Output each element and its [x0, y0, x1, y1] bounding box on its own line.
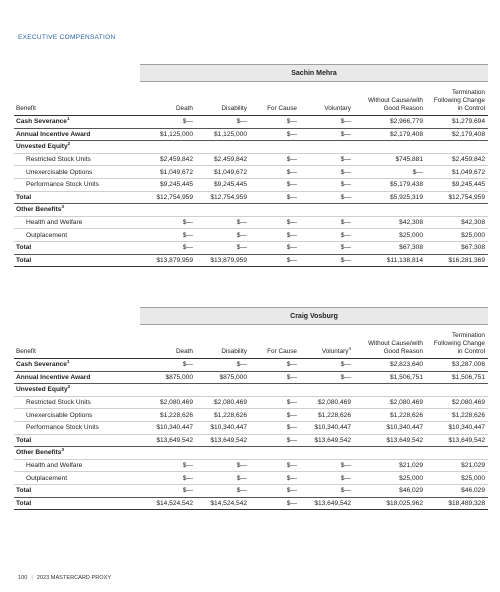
cell-value: $1,279,694	[451, 118, 485, 126]
cell-value: $—	[340, 373, 351, 381]
cell-value: $2,823,640	[389, 361, 423, 369]
cell-value: $25,000	[399, 474, 423, 482]
cell-value: $9,245,445	[213, 181, 247, 189]
cell-value: $2,459,842	[451, 156, 485, 164]
table-row	[14, 447, 488, 460]
footnote-marker: 1	[66, 359, 70, 365]
cell-value: $13,649,542	[156, 436, 193, 444]
cell-value: $10,340,447	[156, 424, 193, 432]
cell-value: $—	[340, 256, 351, 264]
cell-value: $12,754,959	[210, 193, 247, 201]
cell-value: $—	[286, 361, 297, 369]
cell-value: $21,029	[461, 462, 485, 470]
cell-value: $—	[340, 219, 351, 227]
cell-value: $9,245,445	[159, 181, 193, 189]
cell-value: $2,459,842	[213, 156, 247, 164]
cell-value: $25,000	[461, 231, 485, 239]
footnote-marker: 3	[61, 447, 64, 453]
table-row	[14, 204, 488, 217]
col-for-cause: For Cause	[267, 348, 297, 355]
cell-value: $13,879,959	[210, 256, 247, 264]
col-termination-cic: Termination Following Change in Control	[433, 332, 485, 355]
cell-value: $—	[286, 373, 297, 381]
row-label: Total	[16, 499, 32, 507]
row-label: Cash Severance$^1$	[16, 359, 70, 369]
cell-value: $1,049,672	[213, 168, 247, 176]
cell-value: $1,049,672	[451, 168, 485, 176]
cell-value: $1,228,626	[317, 411, 351, 419]
cell-value: $—	[340, 487, 351, 495]
table-row	[14, 129, 488, 142]
col-for-cause: For Cause	[267, 105, 297, 112]
cell-value: $18,025,962	[386, 499, 423, 507]
cell-value: $13,649,542	[314, 436, 351, 444]
cell-value: $10,340,447	[386, 424, 423, 432]
table-row	[14, 166, 488, 179]
cell-value: $—	[182, 462, 193, 470]
row-label: Total	[16, 244, 32, 252]
cell-value: $—	[286, 118, 297, 126]
row-label: Performance Stock Units	[26, 424, 99, 432]
cell-value: $—	[286, 168, 297, 176]
footnote-marker: 2	[67, 384, 71, 390]
table-row	[14, 229, 488, 242]
table-row	[14, 154, 488, 167]
column-header-row	[14, 325, 488, 359]
cell-value: $46,029	[399, 487, 423, 495]
table-row	[14, 217, 488, 230]
row-label: Health and Welfare	[26, 462, 83, 470]
footer-separator: |	[31, 575, 33, 581]
col-voluntary: Voluntary	[324, 105, 351, 112]
cell-value: $10,340,447	[314, 424, 351, 432]
cell-value: $42,308	[461, 219, 485, 227]
cell-value: $—	[286, 231, 297, 239]
cell-value: $11,138,814	[386, 256, 423, 264]
table-row	[14, 422, 488, 435]
footnote-marker: 1	[66, 116, 70, 122]
cell-value: $—	[286, 193, 297, 201]
cell-value: $—	[340, 193, 351, 201]
document-title: 2023 MASTERCARD PROXY	[36, 575, 112, 581]
cell-value: $2,080,469	[317, 399, 351, 407]
table-row	[14, 472, 488, 485]
table-row	[14, 485, 488, 498]
page-number: 100	[18, 575, 28, 581]
cell-value: $18,489,328	[448, 499, 485, 507]
col-disability: Disability	[221, 348, 247, 355]
cell-value: $16,281,369	[448, 256, 485, 264]
row-label: Unvested Equity$^2$	[16, 141, 71, 151]
executive-name: Sachin Mehra	[140, 64, 488, 82]
row-label: Other Benefits$^3$	[16, 204, 64, 214]
cell-value: $42,308	[399, 219, 423, 227]
cell-value: $10,340,447	[210, 424, 247, 432]
table-row	[14, 179, 488, 192]
cell-value: $—	[286, 411, 297, 419]
cell-value: $10,340,447	[448, 424, 485, 432]
cell-value: $12,754,959	[448, 193, 485, 201]
cell-value: $2,179,408	[389, 130, 423, 138]
cell-value: $875,000	[165, 373, 193, 381]
cell-value: $—	[340, 474, 351, 482]
table-row	[14, 498, 488, 511]
cell-value: $875,000	[219, 373, 247, 381]
cell-value: $21,029	[399, 462, 423, 470]
row-label: Unvested Equity$^2$	[16, 384, 71, 394]
cell-value: $2,179,408	[451, 130, 485, 138]
table-body	[14, 116, 488, 267]
cell-value: $1,049,672	[159, 168, 193, 176]
cell-value: $—	[286, 219, 297, 227]
row-label: Other Benefits$^3$	[16, 447, 64, 457]
cell-value: $1,228,626	[451, 411, 485, 419]
cell-value: $—	[286, 436, 297, 444]
cell-value: $—	[340, 361, 351, 369]
cell-value: $—	[286, 424, 297, 432]
cell-value: $5,179,438	[389, 181, 423, 189]
cell-value: $—	[236, 361, 247, 369]
row-label: Annual Incentive Award	[16, 130, 91, 138]
cell-value: $—	[286, 244, 297, 252]
cell-value: $—	[236, 462, 247, 470]
cell-value: $14,524,542	[156, 499, 193, 507]
table-row	[14, 460, 488, 473]
cell-value: $2,459,842	[159, 156, 193, 164]
col-benefit: Benefit	[16, 105, 36, 112]
cell-value: $—	[340, 130, 351, 138]
col-termination-cic: Termination Following Change in Control	[433, 89, 485, 112]
cell-value: $1,506,751	[389, 373, 423, 381]
cell-value: $—	[236, 231, 247, 239]
table-row	[14, 242, 488, 255]
cell-value: $25,000	[461, 474, 485, 482]
table-row	[14, 384, 488, 397]
cell-value: $3,287,006	[451, 361, 485, 369]
cell-value: $—	[286, 462, 297, 470]
cell-value: $67,308	[399, 244, 423, 252]
cell-value: $2,080,469	[389, 399, 423, 407]
row-label: Outplacement	[26, 231, 68, 239]
col-death: Death	[175, 348, 193, 355]
cell-value: $12,754,959	[156, 193, 193, 201]
table-sachin-mehra	[14, 64, 488, 267]
cell-value: $—	[236, 474, 247, 482]
col-death: Death	[175, 105, 193, 112]
cell-value: $—	[286, 181, 297, 189]
row-label: Annual Incentive Award	[16, 373, 91, 381]
table-row	[14, 359, 488, 372]
row-label: Cash Severance$^1$	[16, 116, 70, 126]
cell-value: $—	[286, 256, 297, 264]
cell-value: $—	[182, 487, 193, 495]
table-row	[14, 435, 488, 448]
cell-value: $—	[182, 474, 193, 482]
cell-value: $67,308	[461, 244, 485, 252]
cell-value: $13,649,542	[314, 499, 351, 507]
row-label: Outplacement	[26, 474, 68, 482]
cell-value: $13,649,542	[386, 436, 423, 444]
row-label: Restricted Stock Units	[26, 156, 91, 164]
table-craig-vosburg	[14, 307, 488, 510]
executive-name: Craig Vosburg	[140, 307, 488, 325]
table-row	[14, 141, 488, 154]
row-label: Total	[16, 193, 32, 201]
cell-value: $1,125,000	[159, 130, 193, 138]
cell-value: $—	[340, 244, 351, 252]
cell-value: $—	[236, 244, 247, 252]
row-label: Performance Stock Units	[26, 181, 99, 189]
table-body	[14, 359, 488, 510]
col-voluntary: Voluntary$^4$	[321, 345, 351, 355]
cell-value: $—	[340, 181, 351, 189]
row-label: Total	[16, 436, 32, 444]
row-label: Restricted Stock Units	[26, 399, 91, 407]
cell-value: $2,080,469	[159, 399, 193, 407]
table-row	[14, 372, 488, 385]
cell-value: $—	[286, 399, 297, 407]
table-row	[14, 409, 488, 422]
row-label: Health and Welfare	[26, 219, 83, 227]
cell-value: $2,080,469	[451, 399, 485, 407]
cell-value: $—	[236, 219, 247, 227]
cell-value: $—	[340, 231, 351, 239]
cell-value: $—	[236, 487, 247, 495]
cell-value: $—	[286, 156, 297, 164]
footnote-marker: 3	[61, 204, 64, 210]
cell-value: $13,649,542	[448, 436, 485, 444]
row-label: Unexercisable Options	[26, 168, 93, 176]
col-benefit: Benefit	[16, 348, 36, 355]
cell-value: $—	[340, 168, 351, 176]
cell-value: $—	[182, 219, 193, 227]
col-without-cause: Without Cause/with Good Reason	[367, 97, 423, 112]
table-row	[14, 255, 488, 268]
cell-value: $—	[286, 474, 297, 482]
cell-value: $1,125,000	[213, 130, 247, 138]
cell-value: $—	[340, 156, 351, 164]
cell-value: $14,524,542	[210, 499, 247, 507]
cell-value: $—	[340, 462, 351, 470]
row-label: Total	[16, 487, 32, 495]
cell-value: $1,228,626	[159, 411, 193, 419]
cell-value: $5,925,319	[389, 193, 423, 201]
table-row	[14, 116, 488, 129]
cell-value: $1,228,626	[213, 411, 247, 419]
column-header-row	[14, 82, 488, 116]
cell-value: $—	[182, 244, 193, 252]
table-row	[14, 192, 488, 205]
col-without-cause: Without Cause/with Good Reason	[367, 340, 423, 355]
cell-value: $—	[182, 361, 193, 369]
section-label: EXECUTIVE COMPENSATION	[18, 34, 116, 41]
cell-value: $—	[412, 168, 423, 176]
cell-value: $—	[286, 499, 297, 507]
cell-value: $—	[286, 130, 297, 138]
cell-value: $—	[340, 118, 351, 126]
table-row	[14, 397, 488, 410]
footnote-marker: 2	[67, 141, 71, 147]
footnote-marker: 4	[348, 345, 351, 351]
cell-value: $25,000	[399, 231, 423, 239]
cell-value: $745,881	[395, 156, 423, 164]
cell-value: $—	[182, 231, 193, 239]
cell-value: $—	[286, 487, 297, 495]
cell-value: $1,506,751	[451, 373, 485, 381]
row-label: Unexercisable Options	[26, 411, 93, 419]
col-disability: Disability	[221, 105, 247, 112]
cell-value: $2,966,779	[389, 118, 423, 126]
cell-value: $—	[236, 118, 247, 126]
row-label: Total	[16, 256, 32, 264]
cell-value: $13,649,542	[210, 436, 247, 444]
cell-value: $2,080,469	[213, 399, 247, 407]
cell-value: $13,879,959	[156, 256, 193, 264]
cell-value: $1,228,626	[389, 411, 423, 419]
page-footer	[18, 575, 111, 581]
cell-value: $—	[182, 118, 193, 126]
cell-value: $9,245,445	[451, 181, 485, 189]
cell-value: $46,029	[461, 487, 485, 495]
